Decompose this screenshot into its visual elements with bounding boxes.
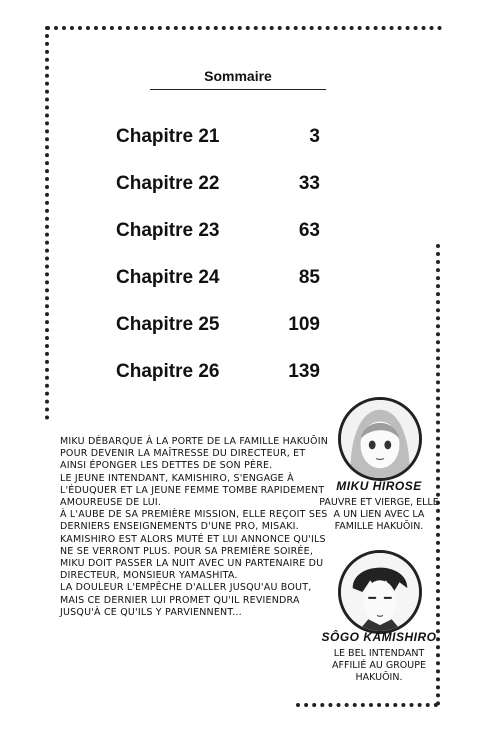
- page-number: 139: [288, 361, 320, 382]
- chapter-label: Chapitre 23: [116, 220, 220, 241]
- dotted-border-top: [46, 26, 442, 30]
- page-number: 109: [288, 314, 320, 335]
- toc-row[interactable]: [116, 220, 326, 267]
- chapter-label: Chapitre 22: [116, 173, 220, 194]
- chapter-label: Chapitre 21: [116, 126, 220, 147]
- synopsis-paragraph: LE JEUNE INTENDANT, KAMISHIRO, S'ENGAGE À L'ÉDUQUER ET LA JEUNE FEMME TOMBE RAPIDEMENT AMOUREUSE DE LUI.: [60, 472, 325, 509]
- synopsis: [60, 436, 332, 619]
- character-description: PAUVRE ET VIERGE, ELLE A UN LIEN AVEC LA FAMILLE HAKUŌIN.: [319, 497, 439, 532]
- synopsis-paragraph: LA DOULEUR L'EMPÊCHE D'ALLER JUSQU'AU BOUT, MAIS CE DERNIER LUI PROMET QU'IL REVIENDRA JUSQU'À CE QU'ILS Y PARVIENNENT...: [60, 582, 312, 618]
- toc-row[interactable]: [116, 267, 326, 314]
- synopsis-paragraph: MIKU DÉBARQUE À LA PORTE DE LA FAMILLE HAKUŌIN POUR DEVENIR LA MAÎTRESSE DU DIRECTEUR, ET AINSI ÉPONGER LES DETTES DE SON PÈRE.: [60, 436, 329, 472]
- toc-row[interactable]: [116, 361, 326, 408]
- miku-portrait-icon: [338, 397, 422, 481]
- dotted-border-bottom: [296, 703, 438, 707]
- title-underline: [150, 89, 326, 90]
- character-description: LE BEL INTENDANT AFFILIÉ AU GROUPE HAKUŌIN.: [332, 648, 426, 683]
- table-of-contents: [116, 126, 326, 408]
- toc-row[interactable]: [116, 314, 326, 361]
- page-number: 63: [298, 220, 320, 241]
- page-title: Sommaire: [204, 68, 272, 84]
- chapter-label: Chapitre 24: [116, 267, 220, 288]
- page-number: 33: [298, 173, 320, 194]
- character-name: MIKU HIROSE: [336, 479, 422, 493]
- synopsis-paragraph: À L'AUBE DE SA PREMIÈRE MISSION, ELLE REÇOIT SES DERNIERS ENSEIGNEMENTS D'UNE PRO, MISAKI. KAMISHIRO EST ALORS MUTÉ ET LUI ANNONCE QU'ILS NE SE VERRONT PLUS. POUR SA PREMIÈRE SOIRÉE, MIKU DOIT PASSER LA NUIT AVEC UN PARTENAIRE DU DIRECTEUR, MONSIEUR YAMASHITA.: [60, 509, 328, 582]
- chapter-label: Chapitre 26: [116, 361, 220, 382]
- character-name: SÔGO KAMISHIRO: [321, 630, 437, 644]
- chapter-label: Chapitre 25: [116, 314, 220, 335]
- sogo-portrait-icon: [338, 550, 422, 634]
- dotted-border-left: [45, 26, 49, 420]
- page-number: 85: [298, 267, 320, 288]
- page-number: 3: [309, 126, 320, 147]
- toc-row[interactable]: [116, 126, 326, 173]
- toc-row[interactable]: [116, 173, 326, 220]
